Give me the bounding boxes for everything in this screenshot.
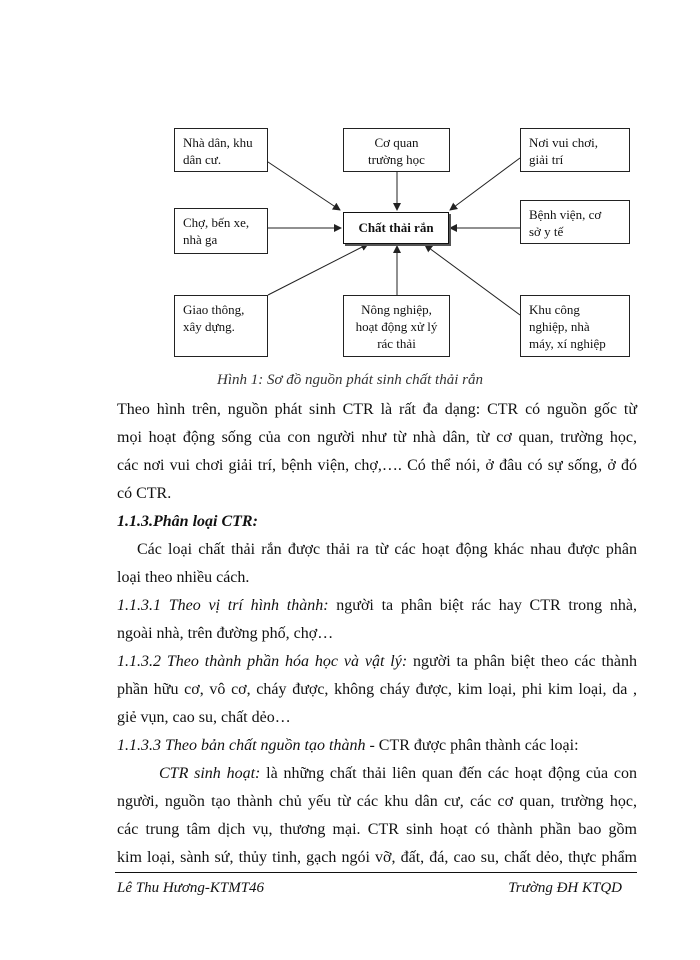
text-line: kim loại, sành sứ, thủy tinh, gạch ngói vỡ, đất, đá, cao su, chất dẻo, thực phẩm — [117, 849, 637, 866]
box-text: Nhà dân, khu — [183, 135, 253, 150]
text-line: Các loại chất thải rắn được thải ra từ các hoạt động khác nhau được phân — [137, 541, 637, 558]
source-box-construction — [174, 295, 268, 357]
item-text: là những chất thải liên quan đến các hoạt động của con — [260, 765, 637, 782]
text-line: các nơi vui chơi giải trí, bệnh viện, chợ,…. Có thể nói, ở đâu có sự sống, ở đó — [117, 457, 637, 474]
source-box-agencies — [343, 128, 450, 172]
text-line: có CTR. — [117, 485, 172, 502]
item-text: người ta phân biệt theo các thành — [407, 653, 637, 670]
box-text: sở y tế — [529, 224, 564, 239]
arrow-top-left — [262, 158, 340, 210]
item-label: CTR sinh hoạt: — [159, 765, 261, 782]
source-box-markets — [174, 208, 268, 254]
box-text: nghiệp, nhà — [529, 319, 590, 334]
text-line: ngoài nhà, trên đường phố, chợ… — [117, 625, 334, 642]
box-text: Giao thông, — [183, 302, 245, 317]
footer-rule — [115, 872, 637, 873]
text-line — [117, 760, 637, 788]
box-text: xây dựng. — [183, 319, 235, 334]
source-box-agriculture — [343, 295, 450, 357]
item-label: 1.1.3.1 Theo vị trí hình thành: — [117, 597, 329, 614]
box-text: giải trí — [529, 152, 564, 167]
center-label: Chất thải rắn — [358, 220, 434, 235]
source-diagram — [0, 0, 700, 370]
box-text: Khu công — [529, 302, 580, 317]
source-box-hospitals — [520, 200, 630, 244]
text-line: loại theo nhiều cách. — [117, 569, 250, 586]
box-text: dân cư. — [183, 152, 222, 167]
text-line — [117, 732, 637, 760]
text-line — [117, 648, 637, 676]
box-text: hoạt động xử lý — [355, 319, 438, 334]
figure-caption: Hình 1: Sơ đồ nguồn phát sinh chất thải rắn — [217, 372, 483, 388]
box-text: máy, xí nghiệp — [529, 336, 606, 351]
item-by-composition — [117, 648, 637, 732]
item-by-origin — [117, 732, 637, 760]
text-line: các trung tâm dịch vụ, thương mại. CTR sinh hoạt có thành phần bao gồm — [117, 821, 637, 838]
text-line: mọi hoạt động sống của con người như từ nhà dân, từ cơ quan, trường học, — [117, 429, 637, 446]
footer-school: Trường ĐH KTQD — [508, 880, 622, 896]
text-line: người, nguồn tạo thành chủ yếu từ các khu dân cư, các cơ quan, trường học, — [117, 793, 637, 810]
center-box-solid-waste — [343, 212, 449, 244]
domestic-waste-paragraph — [117, 760, 637, 872]
item-label: 1.1.3.2 Theo thành phần hóa học và vật lý: — [117, 653, 408, 670]
intro-paragraph — [117, 396, 637, 508]
arrow-top-right — [450, 158, 520, 210]
classification-paragraph — [117, 536, 637, 592]
text-line: giẻ vụn, cao su, chất dẻo… — [117, 709, 291, 726]
item-by-location — [117, 592, 637, 648]
source-box-households — [174, 128, 268, 172]
text-line: phần hữu cơ, vô cơ, cháy được, không cháy được, kim loại, phi kim loại, da , — [117, 681, 637, 698]
item-text: - CTR được phân thành các loại: — [365, 737, 579, 754]
box-text: rác thải — [377, 336, 416, 351]
box-text: Nông nghiệp, — [361, 302, 432, 317]
box-text: nhà ga — [183, 232, 218, 247]
section-heading: 1.1.3.Phân loại CTR: — [117, 513, 258, 530]
footer-author: Lê Thu Hương-KTMT46 — [117, 880, 265, 896]
item-text: người ta phân biệt rác hay CTR trong nhà, — [328, 597, 638, 614]
item-label: 1.1.3.3 Theo bản chất nguồn tạo thành — [117, 737, 366, 754]
arrow-bottom-left — [268, 244, 368, 295]
box-text: Nơi vui chơi, — [529, 135, 598, 150]
source-box-entertainment — [520, 128, 630, 172]
box-text: Bệnh viện, cơ — [529, 207, 602, 222]
source-box-industry — [520, 295, 630, 357]
text-line — [117, 592, 637, 620]
box-text: Chợ, bến xe, — [183, 215, 250, 230]
box-text: trường học — [368, 152, 425, 167]
text-line: Theo hình trên, nguồn phát sinh CTR là rất đa dạng: CTR có nguồn gốc từ — [117, 401, 637, 418]
box-text: Cơ quan — [374, 135, 419, 150]
